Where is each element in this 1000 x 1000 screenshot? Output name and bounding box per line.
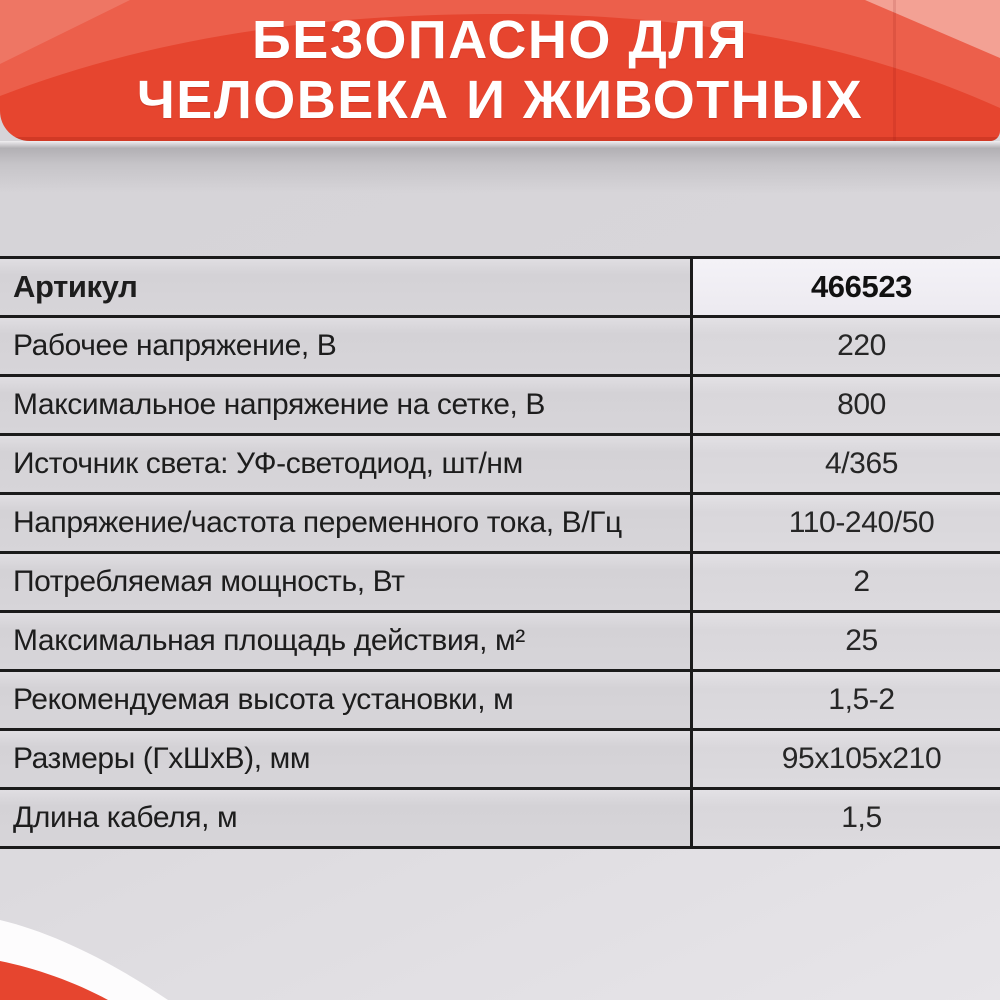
spec-label: Длина кабеля, м	[0, 790, 690, 846]
spec-value: 2	[690, 554, 1000, 610]
spec-value: 110-240/50	[690, 495, 1000, 551]
spec-value: 800	[690, 377, 1000, 433]
banner-bottom-edge	[0, 137, 1000, 141]
spec-label: Рабочее напряжение, В	[0, 318, 690, 374]
spec-value: 1,5	[690, 790, 1000, 846]
spec-row	[0, 731, 1000, 790]
spec-row	[0, 613, 1000, 672]
banner-title-line1: БЕЗОПАСНО ДЛЯ	[251, 10, 749, 70]
banner-shadow	[0, 141, 1000, 193]
banner-title-line2: ЧЕЛОВЕКА И ЖИВОТНЫХ	[136, 70, 864, 130]
safety-banner	[0, 0, 1000, 141]
spec-label: Напряжение/частота переменного тока, В/Гц	[0, 495, 690, 551]
spec-row	[0, 436, 1000, 495]
spec-label: Источник света: УФ-светодиод, шт/нм	[0, 436, 690, 492]
spec-value: 4/365	[690, 436, 1000, 492]
spec-row	[0, 790, 1000, 846]
spec-row-article	[0, 259, 1000, 318]
spec-row	[0, 318, 1000, 377]
spec-row	[0, 554, 1000, 613]
spec-label: Артикул	[0, 259, 690, 315]
spec-value: 466523	[690, 259, 1000, 315]
spec-label: Размеры (ГхШхВ), мм	[0, 731, 690, 787]
spec-label: Рекомендуемая высота установки, м	[0, 672, 690, 728]
spec-row	[0, 495, 1000, 554]
spec-value: 1,5-2	[690, 672, 1000, 728]
spec-label: Максимальная площадь действия, м²	[0, 613, 690, 669]
spec-label: Максимальное напряжение на сетке, В	[0, 377, 690, 433]
spec-row	[0, 377, 1000, 436]
packaging-crease	[893, 0, 896, 141]
corner-ribbon	[0, 840, 260, 1000]
spec-row	[0, 672, 1000, 731]
spec-table	[0, 256, 1000, 849]
spec-value: 95х105х210	[690, 731, 1000, 787]
spec-label: Потребляемая мощность, Вт	[0, 554, 690, 610]
spec-value: 220	[690, 318, 1000, 374]
spec-value: 25	[690, 613, 1000, 669]
banner-title	[0, 0, 1000, 130]
